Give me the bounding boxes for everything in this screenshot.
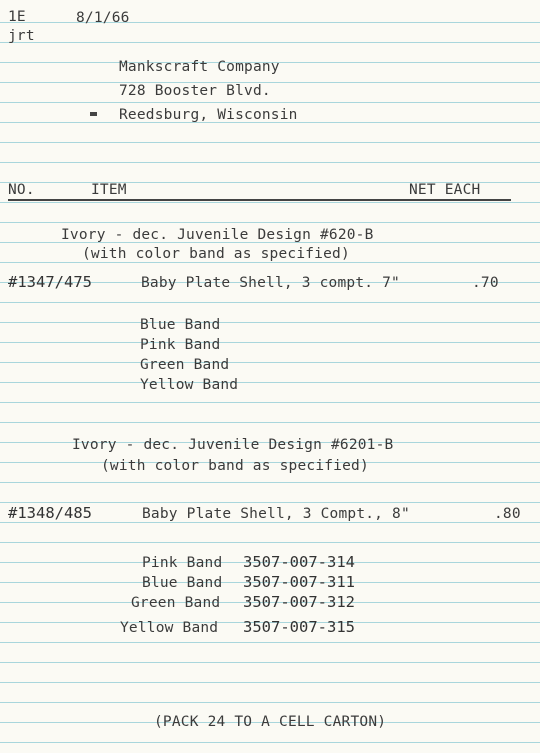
column-header-net-each: NET EACH <box>409 182 481 198</box>
section-title: Ivory - dec. Juvenile Design #6201-B <box>72 437 394 453</box>
item-number: #1348/485 <box>8 504 92 522</box>
band-code: 3507-007-315 <box>243 618 355 636</box>
band-option: Green Band <box>131 595 221 611</box>
band-option: Yellow Band <box>140 377 239 393</box>
band-option: Green Band <box>140 357 230 373</box>
item-price: .70 <box>472 275 499 291</box>
company-name: Mankscraft Company <box>119 59 280 75</box>
band-option: Blue Band <box>142 575 223 591</box>
band-option: Pink Band <box>140 337 221 353</box>
item-description: Baby Plate Shell, 3 Compt., 8" <box>142 506 410 522</box>
item-price: .80 <box>494 506 521 522</box>
packing-note: (PACK 24 TO A CELL CARTON) <box>154 714 387 730</box>
section-title: Ivory - dec. Juvenile Design #620-B <box>61 227 374 243</box>
item-number: #1347/475 <box>8 273 92 291</box>
column-header-item: ITEM <box>91 182 127 198</box>
band-option: Pink Band <box>142 555 223 571</box>
column-header-no: NO. <box>8 182 35 198</box>
band-option: Yellow Band <box>120 620 219 636</box>
reference-code: 1E <box>8 9 26 25</box>
typist-initials: jrt <box>8 28 35 44</box>
band-option: Blue Band <box>140 317 221 333</box>
city-state: Reedsburg, Wisconsin <box>119 107 298 123</box>
street-address: 728 Booster Blvd. <box>119 83 271 99</box>
band-code: 3507-007-311 <box>243 573 355 591</box>
header-rule <box>8 199 511 201</box>
item-description: Baby Plate Shell, 3 compt. 7" <box>141 275 400 291</box>
band-code: 3507-007-314 <box>243 553 355 571</box>
section-subtitle: (with color band as specified) <box>101 458 369 474</box>
section-subtitle: (with color band as specified) <box>82 246 350 262</box>
letter-date: 8/1/66 <box>76 10 130 26</box>
band-code: 3507-007-312 <box>243 593 355 611</box>
bullet-mark <box>90 112 97 116</box>
